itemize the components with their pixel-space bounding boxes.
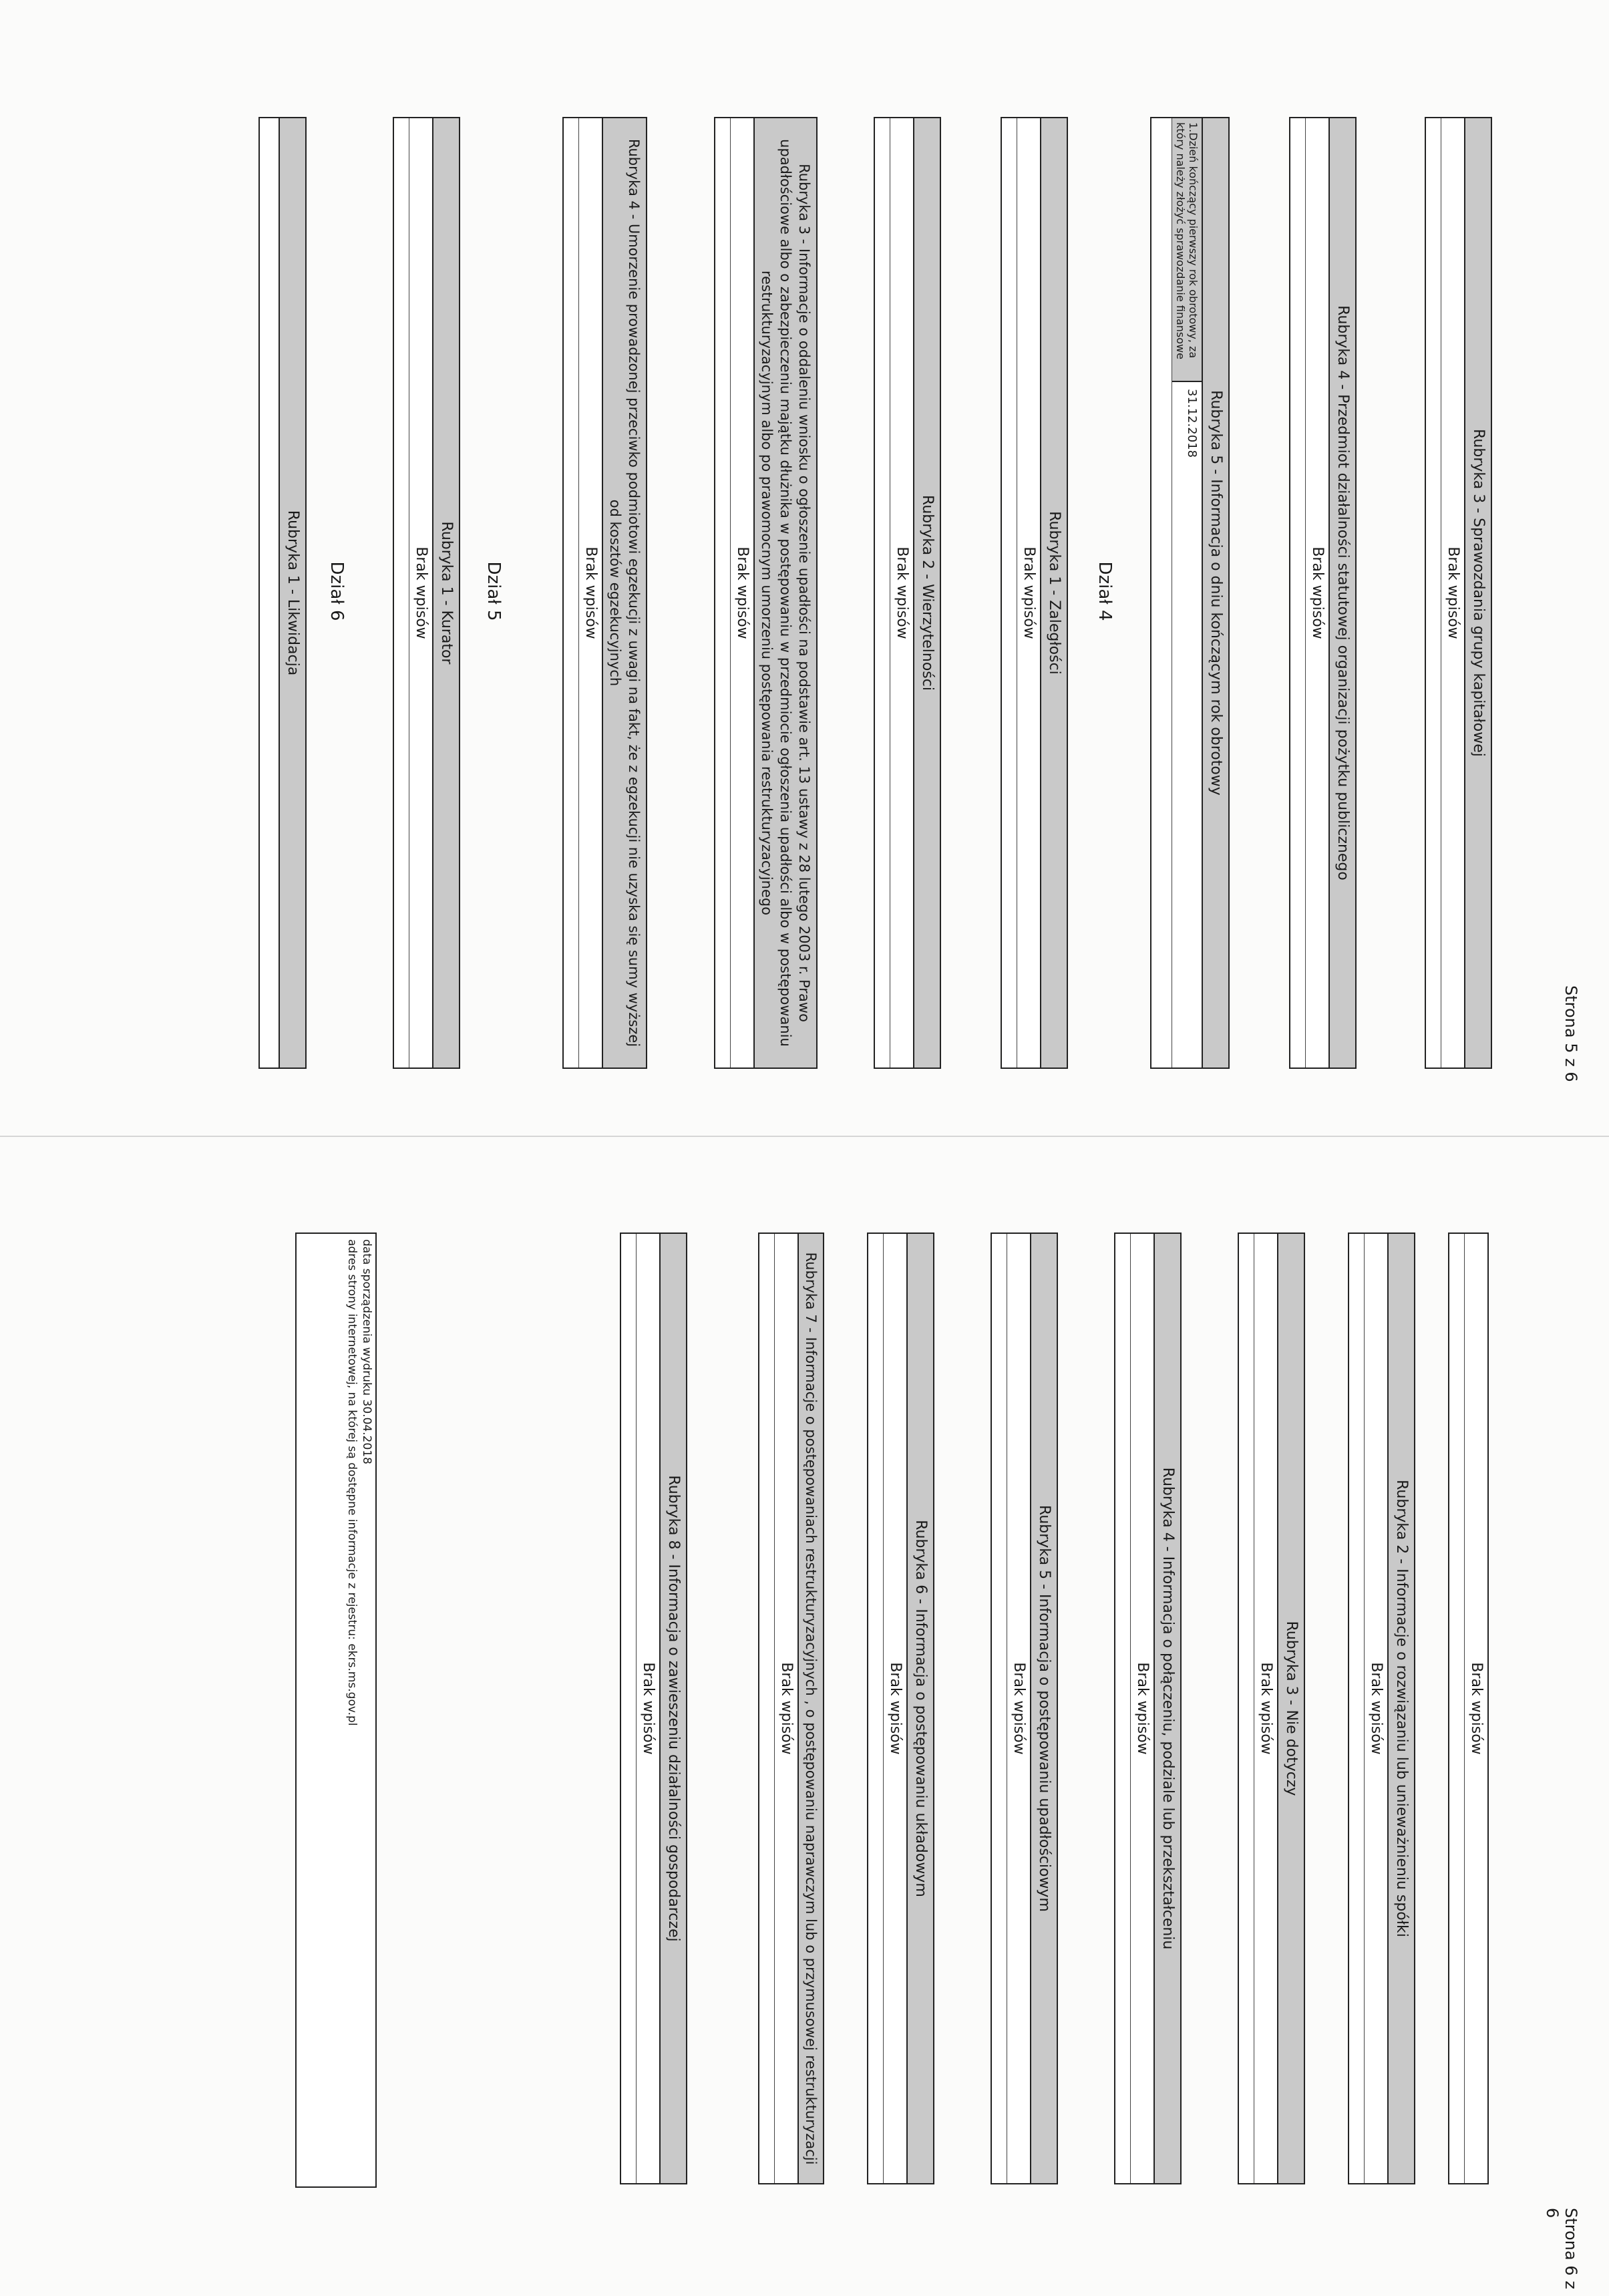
empty-row — [1239, 1234, 1254, 2183]
page-number: Strona 6 z 6 — [1543, 2208, 1580, 2289]
rubryka-value: Brak wpisów — [1007, 1234, 1030, 2183]
rubryka-value: Brak wpisów — [1254, 1234, 1277, 2183]
field-value: 31.12.2018 — [1185, 389, 1199, 458]
field-label: 1.Dzień kończący pierwszy rok obrotowy, za który należy złożyć sprawozdanie finansowe — [1172, 118, 1202, 382]
rubryka-header: Rubryka 8 - Informacja o zawieszeniu działalności gospodarczej — [659, 1234, 686, 2183]
dzial-5-heading: Dział 5 — [484, 561, 504, 621]
table-rubryka-2-rozwiazanie — [1348, 1233, 1415, 2184]
table-rubryka-5-upadlosc — [991, 1233, 1058, 2184]
table-continuation — [1448, 1233, 1489, 2184]
table-d6-rubryka-1 — [258, 117, 307, 1069]
table-d5-rubryka-1 — [393, 117, 460, 1069]
empty-row — [868, 1234, 883, 2183]
empty-row — [1115, 1234, 1130, 2183]
empty-row — [1349, 1234, 1364, 2183]
empty-row — [715, 118, 730, 1068]
rubryka-row — [1172, 118, 1202, 1068]
empty-row — [564, 118, 578, 1068]
rubryka-value: Brak wpisów — [636, 1234, 659, 2183]
rubryka-header: Rubryka 2 - Informacje o rozwiązaniu lub unieważnieniu spółki — [1387, 1234, 1414, 2183]
dzial-6-heading: Dział 6 — [327, 561, 347, 621]
page-divider — [0, 1136, 1609, 1137]
page-number: Strona 5 z 6 — [1562, 985, 1580, 1082]
table-rubryka-3-nie-dotyczy — [1238, 1233, 1305, 2184]
print-metadata-box — [295, 1233, 377, 2188]
rubryka-value: Brak wpisów — [1305, 118, 1328, 1068]
print-date: data sporządzenia wydruku 30.04.2018 — [360, 1239, 373, 1464]
empty-row — [759, 1234, 774, 2183]
rubryka-header: Rubryka 1 - Kurator — [432, 118, 459, 1068]
rubryka-header: Rubryka 6 - Informacja o postępowaniu układowym — [906, 1234, 933, 2183]
rubryka-value: Brak wpisów — [1364, 1234, 1387, 2183]
rubryka-value: Brak wpisów — [883, 1234, 906, 2183]
rubryka-header: Rubryka 3 - Sprawozdania grupy kapitałowej — [1464, 118, 1491, 1068]
table-rubryka-5-rok-obrotowy — [1150, 117, 1230, 1069]
dzial-4-heading: Dział 4 — [1095, 561, 1115, 621]
empty-row — [1002, 118, 1017, 1068]
rubryka-header: Rubryka 1 - Zaległości — [1040, 118, 1067, 1068]
table-d4-rubryka-4 — [562, 117, 647, 1069]
rubryka-value: Brak wpisów — [578, 118, 602, 1068]
rubryka-header: Rubryka 4 - Umorzenie prowadzonej przeciwko podmiotowi egzekucji z uwagi na fakt, że z egzekucji nie uzyska się sumy wyższej od kosztów egzekucyjnych — [602, 118, 646, 1068]
page-6 — [0, 1169, 1609, 2291]
table-d4-rubryka-1 — [1001, 117, 1068, 1069]
page-5 — [0, 53, 1609, 1176]
rubryka-value: Brak wpisów — [1017, 118, 1040, 1068]
empty-row — [260, 118, 279, 1068]
rubryka-header: Rubryka 7 - Informacje o postępowaniach restrukturyzacyjnych , o postępowaniu naprawczym lub o przymusowej restrukturyzacji — [797, 1234, 823, 2183]
rubryka-header: Rubryka 5 - Informacja o postępowaniu upadłościowym — [1030, 1234, 1057, 2183]
empty-row — [875, 118, 890, 1068]
rubryka-header: Rubryka 4 - Przedmiot działalności statutowej organizacji pożytku publicznego — [1328, 118, 1355, 1068]
empty-row — [621, 1234, 636, 2183]
empty-row — [1449, 1234, 1464, 2183]
empty-row — [394, 118, 409, 1068]
empty-row — [1426, 118, 1441, 1068]
empty-row — [992, 1234, 1007, 2183]
empty-row — [1151, 118, 1172, 1068]
rubryka-value: Brak wpisów — [730, 118, 753, 1068]
rubryka-value: Brak wpisów — [1441, 118, 1464, 1068]
rubryka-value: Brak wpisów — [890, 118, 913, 1068]
rubryka-header: Rubryka 5 - Informacja o dniu kończącym rok obrotowy — [1202, 118, 1228, 1068]
empty-row — [1290, 118, 1305, 1068]
rubryka-value: Brak wpisów — [774, 1234, 797, 2183]
rubryka-header: Rubryka 4 - Informacja o połączeniu, podziale lub przekształceniu — [1153, 1234, 1180, 2183]
rubryka-header: Rubryka 3 - Informacje o oddaleniu wniosku o ogłoszenie upadłości na podstawie art. 13 ustawy z 28 lutego 2003 r. Prawo upadłościowe albo o zabezpieczeniu majątku dłużnika w postępowaniu w przedmiocie ogłoszenia upadłości albo w postępowaniu restrukturyzacyjnym albo po prawomocnym umorzeniu postępowania restrukturyzacyjnego — [753, 118, 816, 1068]
table-d4-rubryka-2 — [874, 117, 941, 1069]
rubryka-value: Brak wpisów — [409, 118, 432, 1068]
table-rubryka-8-zawieszenie — [620, 1233, 687, 2184]
rubryka-header: Rubryka 3 - Nie dotyczy — [1277, 1234, 1304, 2183]
register-url-note: adres strony internetowej, na której są dostępne informacje z rejestru: ekrs.ms.gov.pl — [345, 1239, 359, 1726]
table-rubryka-7-restrukturyzacja — [758, 1233, 824, 2184]
rubryka-value: Brak wpisów — [1130, 1234, 1153, 2183]
rubryka-header: Rubryka 2 - Wierzytelności — [913, 118, 940, 1068]
rubryka-value: Brak wpisów — [1464, 1234, 1487, 2183]
table-d4-rubryka-3 — [714, 117, 818, 1069]
table-rubryka-3-sprawozdania — [1425, 117, 1492, 1069]
rubryka-header: Rubryka 1 - Likwidacja — [279, 118, 305, 1068]
table-rubryka-6-uklad — [867, 1233, 934, 2184]
table-rubryka-4-polaczenie — [1114, 1233, 1182, 2184]
table-rubryka-4-opp — [1289, 117, 1357, 1069]
